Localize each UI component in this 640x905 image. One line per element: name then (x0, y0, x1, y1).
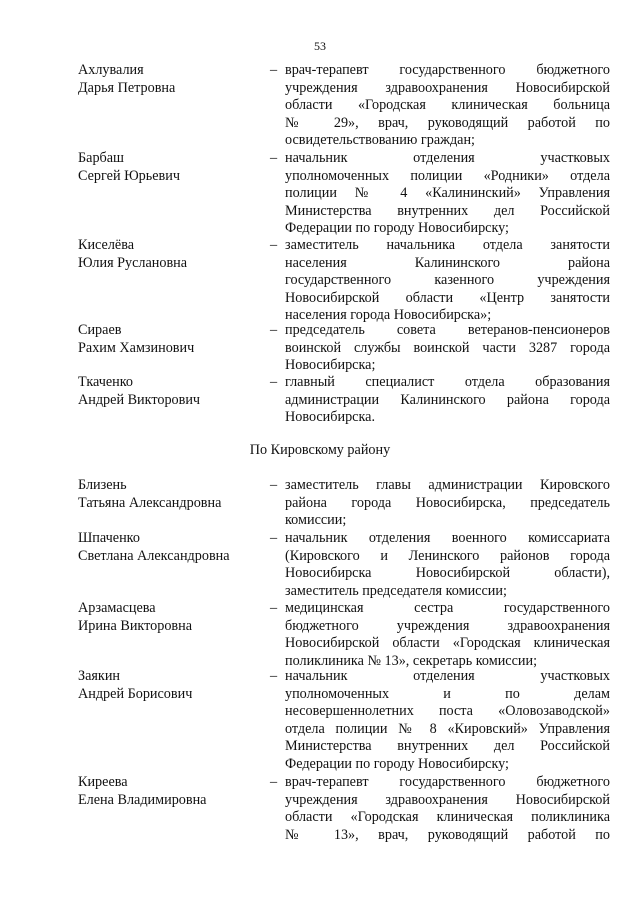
member-name (78, 668, 258, 703)
position-line: Министерства внутренних дел Российской (285, 202, 610, 219)
member-given-names: Дарья Петровна (78, 79, 176, 96)
member-given-names: Ирина Викторовна (78, 617, 193, 634)
position-line: начальник отделения военного комиссариата (285, 530, 610, 546)
position-line: области «Городская клиническая больница (285, 97, 610, 114)
position-line: бюджетного учреждения здравоохранения (285, 617, 610, 634)
member-surname: Близень (78, 477, 127, 493)
position-line: Министерства внутренних дел Российской (285, 738, 610, 755)
position-line: области «Городская клиническая поликлиника (285, 809, 610, 826)
member-surname: Сираев (78, 322, 122, 338)
member-surname: Ахлувалия (78, 62, 144, 78)
member-given-names: Елена Владимировна (78, 791, 207, 808)
member-surname: Барбаш (78, 150, 124, 166)
position-line: учреждения здравоохранения Новосибирской (285, 79, 610, 96)
position-line: Новосибирска. (285, 409, 376, 426)
dash-separator: – (270, 150, 278, 166)
dash-separator: – (270, 322, 278, 338)
position-line: главный специалист отдела образования (285, 374, 610, 390)
section-heading: По Кировскому району (249, 442, 391, 458)
position-line: населения города Новосибирска»; (285, 307, 492, 324)
position-line: района города Новосибирска, председатель (285, 494, 610, 511)
position-line: начальник отделения участковых (285, 668, 610, 684)
member-given-names: Татьяна Александровна (78, 494, 222, 511)
member-name (78, 600, 258, 635)
position-line: населения Калининского района (285, 254, 610, 271)
position-line: освидетельствованию граждан; (285, 132, 475, 149)
dash-separator: – (270, 62, 278, 78)
member-position (285, 530, 610, 600)
position-line: воинской службы воинской части 3287 города (285, 339, 610, 356)
dash-separator: – (270, 774, 278, 790)
position-line: уполномоченных полиции «Родники» отдела (285, 167, 610, 184)
member-name (78, 374, 258, 409)
position-line: председатель совета ветеранов-пенсионеров (285, 322, 610, 338)
position-line: несовершеннолетних поста «Оловозаводской» (285, 703, 610, 720)
position-line: учреждения здравоохранения Новосибирской (285, 791, 610, 808)
member-position (285, 600, 610, 670)
position-line: Новосибирской области «Центр занятости (285, 289, 610, 306)
position-line: Новосибирска; (285, 357, 376, 374)
member-surname: Арзамасцева (78, 600, 156, 616)
member-given-names: Андрей Борисович (78, 685, 193, 702)
position-line: (Кировского и Ленинского районов города (285, 547, 610, 564)
position-line: начальник отделения участковых (285, 150, 610, 166)
member-name (78, 150, 258, 185)
member-position (285, 62, 610, 150)
member-given-names: Сергей Юрьевич (78, 167, 180, 184)
position-line: Федерации по городу Новосибирску; (285, 755, 509, 772)
member-surname: Заякин (78, 668, 121, 684)
dash-separator: – (270, 477, 278, 493)
member-name (78, 62, 258, 97)
member-name (78, 774, 258, 809)
position-line: медицинская сестра государственного (285, 600, 610, 616)
member-given-names: Светлана Александровна (78, 547, 230, 564)
position-line: уполномоченных и по делам (285, 685, 610, 702)
position-line: полиции № 4 «Калининский» Управления (285, 185, 610, 202)
member-position (285, 322, 610, 375)
member-position (285, 374, 610, 427)
dash-separator: – (270, 237, 278, 253)
position-line: Новосибирской области «Городская клиническая (285, 635, 610, 652)
member-name (78, 530, 258, 565)
member-position (285, 150, 610, 238)
position-line: заместитель начальника отдела занятости (285, 237, 610, 253)
member-surname: Киселёва (78, 237, 135, 253)
member-name (78, 322, 258, 357)
position-line: поликлиника № 13», секретарь комиссии; (285, 652, 538, 669)
member-surname: Шпаченко (78, 530, 140, 546)
position-line: № 29», врач, руководящий работой по (285, 114, 610, 131)
position-line: администрации Калининского района города (285, 391, 610, 408)
position-line: комиссии; (285, 512, 347, 529)
member-position (285, 237, 610, 325)
member-surname: Ткаченко (78, 374, 134, 390)
position-line: Новосибирска Новосибирской области), (285, 565, 610, 582)
member-surname: Киреева (78, 774, 128, 790)
position-line: № 13», врач, руководящий работой по (285, 826, 610, 843)
member-name (78, 477, 258, 512)
position-line: врач-терапевт государственного бюджетного (285, 62, 610, 78)
member-given-names: Рахим Хамзинович (78, 339, 195, 356)
dash-separator: – (270, 374, 278, 390)
position-line: государственного казенного учреждения (285, 272, 610, 289)
member-position (285, 668, 610, 774)
dash-separator: – (270, 530, 278, 546)
member-given-names: Андрей Викторович (78, 391, 201, 408)
position-line: врач-терапевт государственного бюджетного (285, 774, 610, 790)
position-line: заместитель председателя комиссии; (285, 582, 507, 599)
position-line: Федерации по городу Новосибирску; (285, 220, 509, 237)
dash-separator: – (270, 600, 278, 616)
member-name (78, 237, 258, 272)
member-position (285, 477, 610, 530)
page-number: 53 (314, 39, 326, 53)
member-position (285, 774, 610, 844)
member-given-names: Юлия Руслановна (78, 254, 188, 271)
dash-separator: – (270, 668, 278, 684)
position-line: отдела полиции № 8 «Кировский» Управления (285, 720, 610, 737)
position-line: заместитель главы администрации Кировского (285, 477, 610, 493)
